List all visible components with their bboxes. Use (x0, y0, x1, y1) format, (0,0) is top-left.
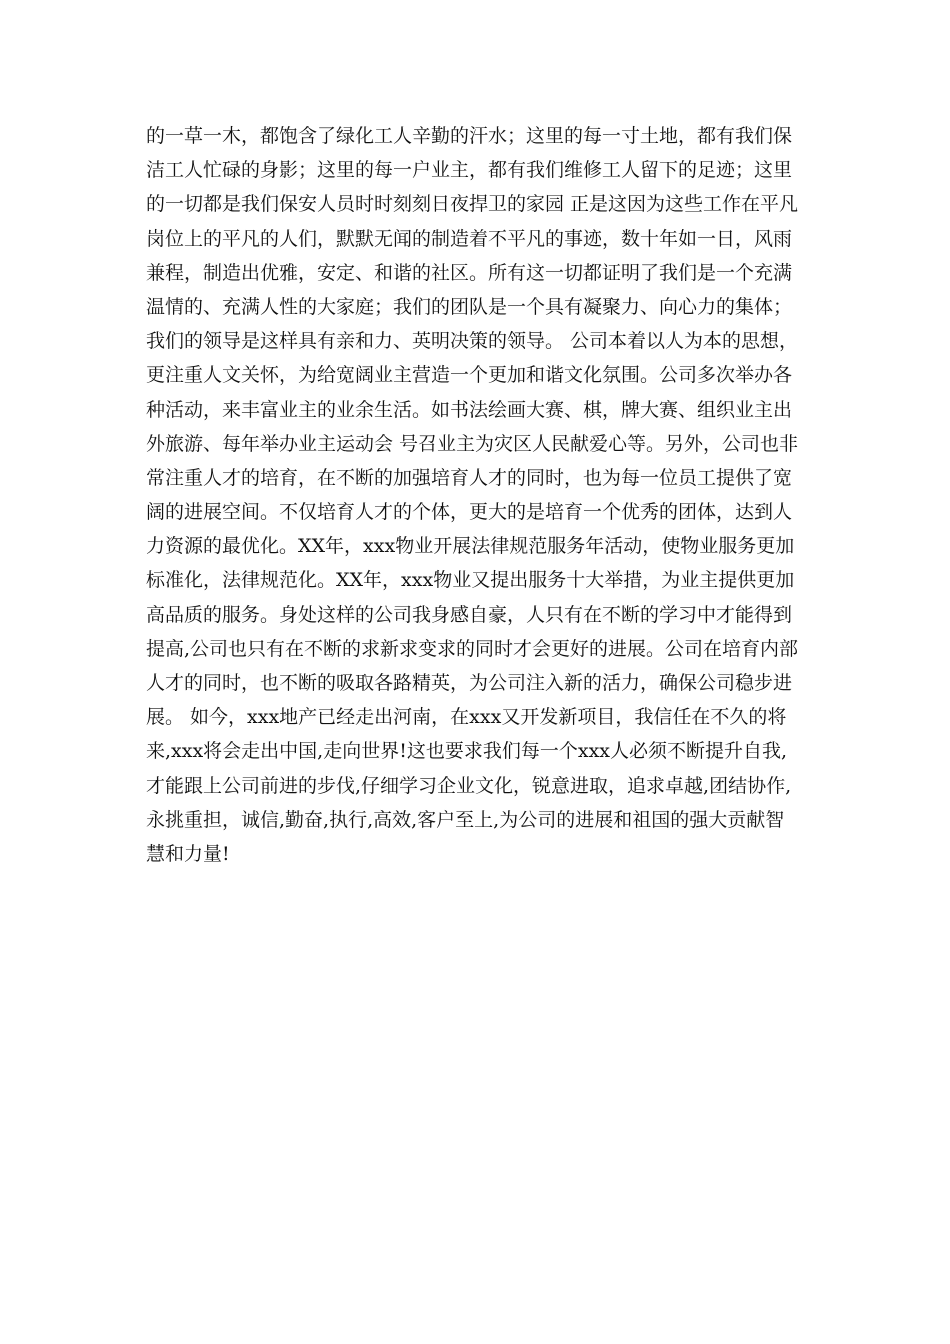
text-line: 永挑重担，诚信,勤奋,执行,高效,客户至上,为公司的进展和祖国的强大贡献智 (146, 808, 785, 831)
text-line: 种活动，来丰富业主的业余生活。如书法绘画大赛、棋，牌大赛、组织业主出 (146, 398, 793, 421)
text-line: 提高,公司也只有在不断的求新求变求的同时才会更好的进展。公司在培育内部 (146, 637, 799, 660)
text-line: 我们的领导是这样具有亲和力、英明决策的领导。 公司本着以人为本的思想， (146, 330, 799, 353)
text-line: 岗位上的平凡的人们，默默无闻的制造着不平凡的事迹，数十年如一日，风雨 (146, 227, 793, 250)
text-line: 更注重人文关怀，为给宽阔业主营造一个更加和谐文化氛围。公司多次举办各 (146, 364, 793, 387)
text-line: 阔的进展空间。不仅培育人才的个体，更大的是培育一个优秀的团体，达到人 (146, 501, 793, 524)
body-text (146, 119, 811, 871)
text-line: 常注重人才的培育，在不断的加强培育人才的同时，也为每一位员工提供了宽 (146, 466, 793, 489)
text-line: 展。 如今，xxx地产已经走出河南，在xxx又开发新项目，我信任在不久的将 (146, 706, 787, 729)
text-line: 温情的、充满人性的大家庭；我们的团队是一个具有凝聚力、向心力的集体； (146, 295, 793, 318)
text-line: 外旅游、每年举办业主运动会 号召业主为灾区人民献爱心等。另外，公司也非 (146, 432, 799, 455)
text-line: 来,xxx将会走出中国,走向世界!这也要求我们每一个xxx人必须不断提升自我, (146, 740, 788, 763)
text-line: 的一草一木，都饱含了绿化工人辛勤的汗水；这里的每一寸土地，都有我们保 (146, 125, 793, 147)
text-line: 的一切都是我们保安人员时时刻刻日夜捍卫的家园 正是这因为这些工作在平凡 (146, 193, 799, 216)
text-line: 兼程，制造出优雅，安定、和谐的社区。所有这一切都证明了我们是一个充满 (146, 261, 793, 284)
text-line: 高品质的服务。身处这样的公司我身感自豪，人只有在不断的学习中才能得到 (146, 603, 793, 626)
text-line: 慧和力量! (146, 842, 230, 865)
text-line: 力资源的最优化。XX年，xxx物业开展法律规范服务年活动，使物业服务更加 (146, 535, 795, 558)
text-line: 标准化，法律规范化。XX年，xxx物业又提出服务十大举措，为业主提供更加 (146, 569, 795, 592)
text-line: 才能跟上公司前进的步伐,仔细学习企业文化，锐意进取，追求卓越,团结协作, (146, 774, 792, 797)
text-line: 人才的同时，也不断的吸取各路精英，为公司注入新的活力，确保公司稳步进 (146, 672, 793, 694)
text-line: 洁工人忙碌的身影；这里的每一户业主，都有我们维修工人留下的足迹；这里 (146, 159, 793, 182)
